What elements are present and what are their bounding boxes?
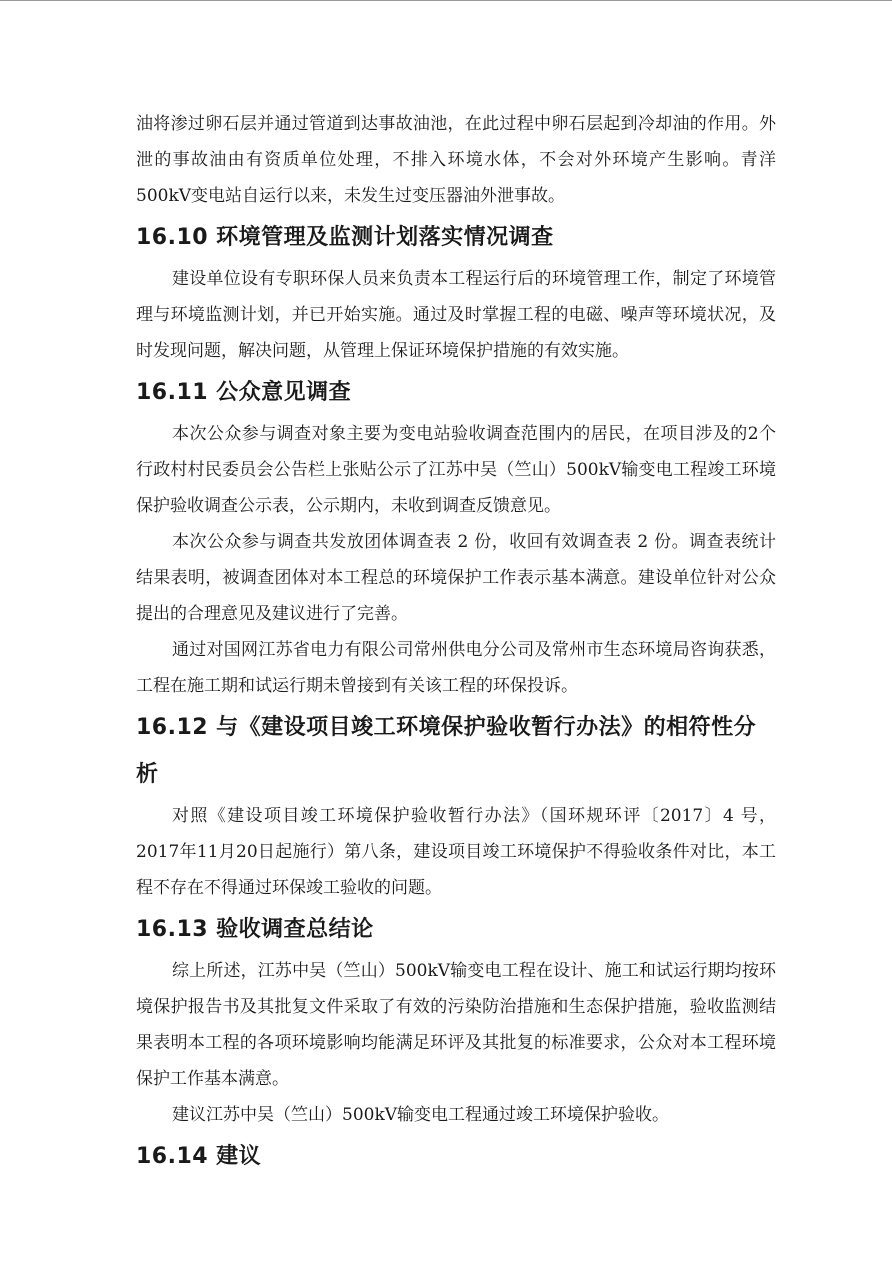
heading-title: 公众意见调查 — [216, 380, 352, 405]
paragraph-16-12-1: 对照《建设项目竣工环境保护验收暂行办法》（国环规环评〔2017〕4 号，2017年11月20日起施行）第八条，建设项目竣工环境保护不得验收条件对比，本工程不存在不得通过环保竣工验收的问题。 — [136, 806, 776, 898]
heading-title: 验收调查总结论 — [216, 917, 374, 942]
heading-title: 建议 — [216, 1144, 262, 1169]
heading-title: 环境管理及监测计划落实情况调查 — [216, 225, 554, 250]
document-page — [136, 106, 776, 1180]
heading-16-13 — [136, 906, 776, 953]
paragraph-16-11-1: 本次公众参与调查对象主要为变电站验收调查范围内的居民，在项目涉及的2个行政村村民委员会公告栏上张贴公示了江苏中吴（竺山）500kV输变电工程竣工环境保护验收调查公示表，公示期内，未收到调查反馈意见。 — [136, 424, 776, 516]
paragraph-16-10-1: 建设单位设有专职环保人员来负责本工程运行后的环境管理工作，制定了环境管理与环境监测计划，并已开始实施。通过及时掌握工程的电磁、噪声等环境状况，及时发现问题，解决问题，从管理上保证环境保护措施的有效实施。 — [136, 269, 776, 361]
heading-number: 16.14 — [136, 1144, 209, 1169]
heading-16-10 — [136, 214, 776, 261]
heading-16-12 — [136, 704, 776, 798]
heading-16-14 — [136, 1133, 776, 1180]
heading-number: 16.10 — [136, 225, 209, 250]
heading-number: 16.12 — [136, 715, 209, 740]
paragraph-16-13-2: 建议江苏中吴（竺山）500kV输变电工程通过竣工环境保护验收。 — [172, 1105, 670, 1125]
heading-title: 与《建设项目竣工环境保护验收暂行办法》的相符性分析 — [136, 715, 757, 787]
paragraph-16-13-1: 综上所述，江苏中吴（竺山）500kV输变电工程在设计、施工和试运行期均按环境保护报告书及其批复文件采取了有效的污染防治措施和生态保护措施，验收监测结果表明本工程的各项环境影响均能满足环评及其批复的标准要求，公众对本工程环境保护工作基本满意。 — [136, 961, 776, 1089]
paragraph-16-11-2: 本次公众参与调查共发放团体调查表 2 份，收回有效调查表 2 份。调查表统计结果表明，被调查团体对本工程总的环境保护工作表示基本满意。建设单位针对公众提出的合理意见及建议进行了完善。 — [136, 532, 776, 624]
heading-number: 16.11 — [136, 380, 209, 405]
intro-paragraph: 油将渗过卵石层并通过管道到达事故油池，在此过程中卵石层起到冷却油的作用。外泄的事故油由有资质单位处理，不排入环境水体，不会对外环境产生影响。青洋500kV变电站自运行以来，未发生过变压器油外泄事故。 — [136, 114, 776, 206]
heading-16-11 — [136, 369, 776, 416]
heading-number: 16.13 — [136, 917, 209, 942]
page-top-rule — [0, 0, 892, 1]
paragraph-16-11-3: 通过对国网江苏省电力有限公司常州供电分公司及常州市生态环境局咨询获悉，工程在施工期和试运行期未曾接到有关该工程的环保投诉。 — [136, 640, 776, 696]
